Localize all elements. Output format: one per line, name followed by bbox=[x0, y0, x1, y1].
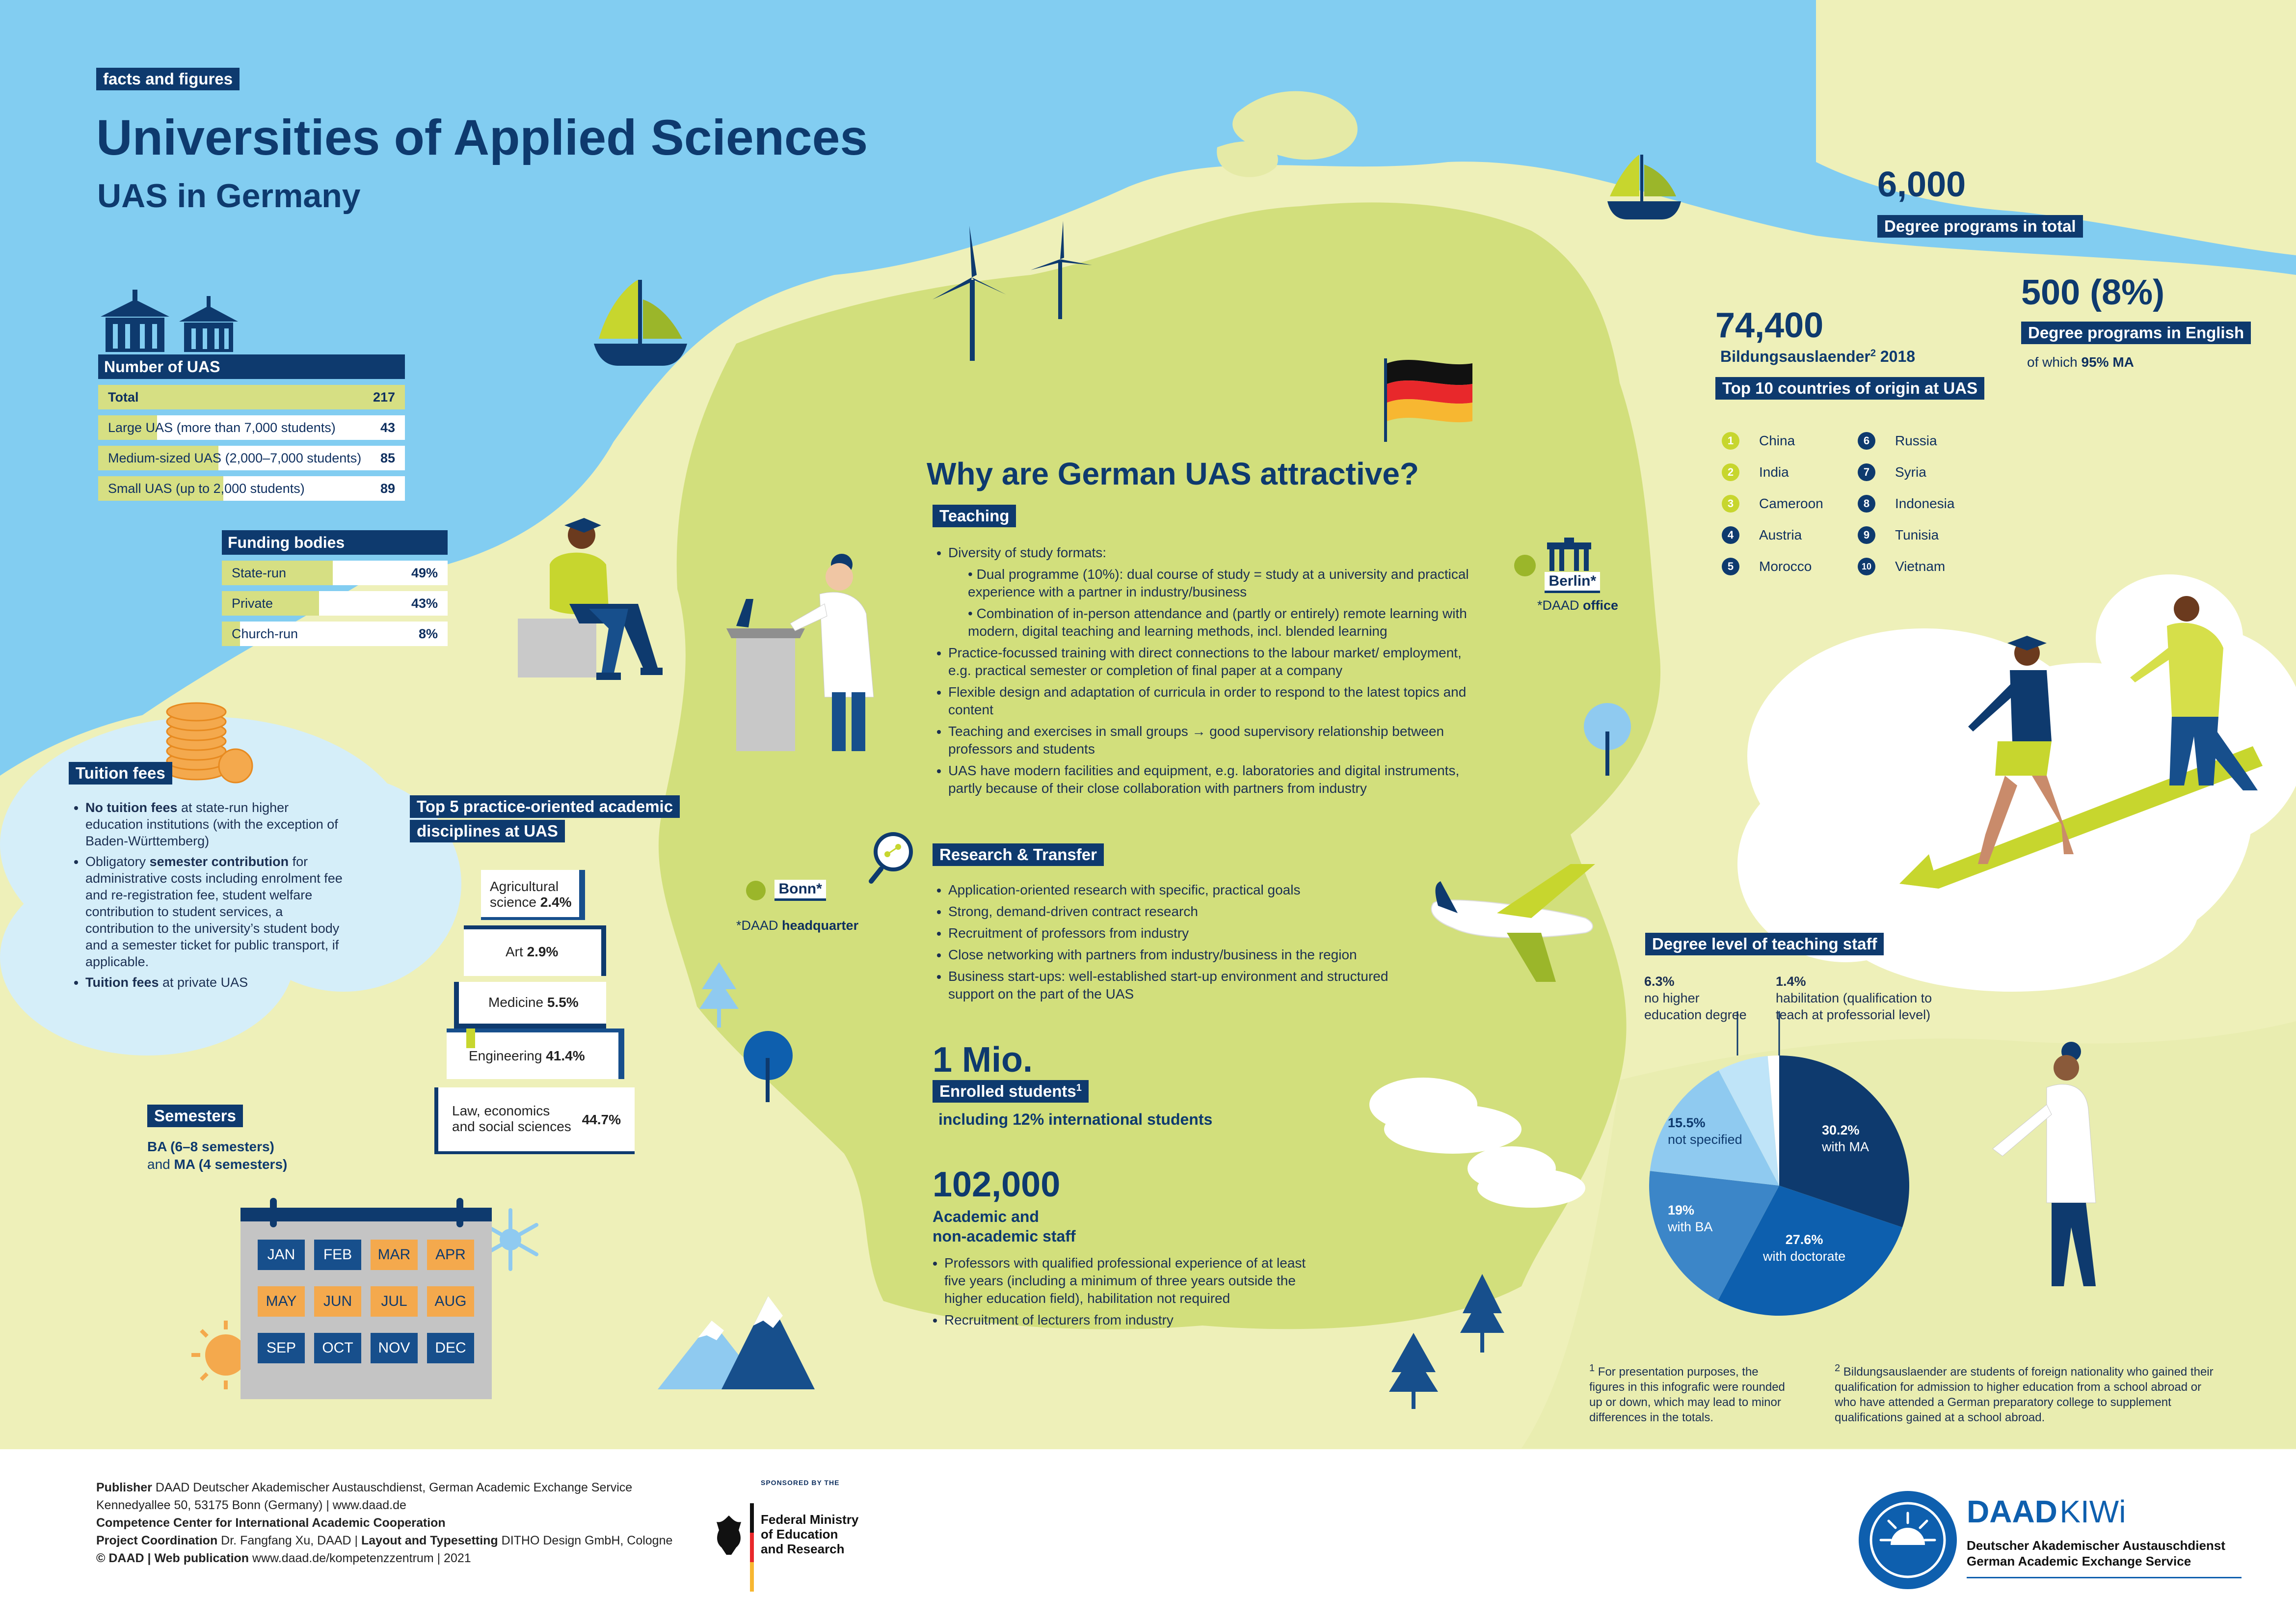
daad-sun-icon bbox=[1856, 1489, 1959, 1592]
research-item: • Close networking with partners from industry/business in the region bbox=[948, 946, 1417, 964]
teaching-item: • UAS have modern facilities and equipment, e.g. laboratories and digital instruments, partly because of their close collaboration with partners from industry bbox=[948, 762, 1481, 797]
research-list bbox=[936, 881, 1417, 1007]
research-item: • Recruitment of professors from industry bbox=[948, 924, 1417, 942]
university-building-icon bbox=[96, 287, 248, 356]
country-item: 3 Cameroon bbox=[1722, 495, 1823, 526]
tuition-item: • No tuition fees at state-run higher education institutions (with the exception of Baden-Württemberg) bbox=[85, 799, 348, 849]
funding-row-value: 8% bbox=[418, 626, 438, 641]
month-cell: OCT bbox=[314, 1333, 361, 1363]
country-item: 2 India bbox=[1722, 463, 1823, 495]
staff-item: • Professors with qualified professional experience of at least five years (including a minimum of three years outside the higher education field), habilitation not required bbox=[944, 1254, 1325, 1307]
uas-row-value: 43 bbox=[380, 420, 395, 435]
page-subtitle: UAS in Germany bbox=[97, 177, 361, 215]
countries-col1 bbox=[1722, 432, 1823, 589]
country-item: 9 Tunisia bbox=[1858, 526, 1954, 558]
programs-english-value: 500 (8%) bbox=[2021, 273, 2165, 312]
uas-row-label: Large UAS (more than 7,000 students) bbox=[108, 420, 336, 435]
funding-table bbox=[222, 530, 448, 641]
uas-row-value: 89 bbox=[380, 481, 395, 496]
bonn-note: *DAAD headquarter bbox=[736, 918, 859, 933]
bonn-label: Bonn* bbox=[774, 880, 826, 901]
wind-turbine-icon bbox=[923, 216, 1099, 363]
why-title: Why are German UAS attractive? bbox=[927, 456, 1419, 491]
berlin-label: Berlin* bbox=[1545, 572, 1600, 593]
country-item: 4 Austria bbox=[1722, 526, 1823, 558]
funding-row-label: State-run bbox=[232, 566, 287, 580]
staff-list bbox=[933, 1254, 1325, 1333]
chart-title-wrap bbox=[1645, 933, 1884, 955]
month-cell: DEC bbox=[427, 1333, 474, 1363]
bonn-marker bbox=[746, 880, 826, 901]
uas-table-title: Number of UAS bbox=[98, 354, 405, 379]
magnifier-icon bbox=[869, 830, 923, 884]
month-cell: JUL bbox=[371, 1286, 418, 1317]
sailboat-icon bbox=[589, 275, 692, 368]
tree-icon bbox=[1580, 702, 1634, 776]
research-item: • Application-oriented research with specific, practical goals bbox=[948, 881, 1417, 899]
research-item: • Strong, demand-driven contract research bbox=[948, 903, 1417, 920]
enrolled-label: Enrolled students$^1$ bbox=[933, 1080, 1089, 1103]
berlin-note: *DAAD office bbox=[1537, 598, 1619, 613]
tuition-item: • Tuition fees at private UAS bbox=[85, 974, 348, 991]
discipline-engineering: Engineering 41.4% bbox=[447, 1029, 624, 1079]
footer: Publisher DAAD Deutscher Akademischer Austauschdienst, German Academic Exchange Service Kennedyallee 50, 53175 Bonn (Germany) | www.daad.de Competence Center for International Academic Cooperation Project Coordination Dr. Fangfang Xu, DAAD | Layout and Typesetting DITHO Design GmbH, Cologne © DAAD | Web publication www.daad.de/kompetenzzentrum | 2021 SPONSORED BY THE Federal Ministry of Education and Research DAAD KIWi Deutscher Akademischer Austauschdienst German Academic Exchange Service bbox=[0, 1449, 2296, 1624]
uas-row-medium bbox=[98, 446, 405, 470]
uas-row-label: Small UAS (up to 2,000 students) bbox=[108, 481, 305, 496]
teaching-list bbox=[936, 544, 1481, 801]
degree-level-pie-chart bbox=[1642, 1048, 1917, 1323]
countries-col2 bbox=[1858, 432, 1954, 589]
berlin-marker bbox=[1514, 538, 1600, 593]
pie-label-doctorate: 27.6% with doctorate bbox=[1763, 1232, 1846, 1264]
pie-label-ma: 30.2% with MA bbox=[1822, 1123, 1869, 1154]
tuition-list bbox=[74, 799, 348, 995]
teaching-item: • Practice-focussed training with direct connections to the labour market/ employment, e.g. practical semester or completion of final paper at a company bbox=[948, 644, 1481, 679]
tree-icon bbox=[697, 960, 741, 1029]
kiwi-wordmark: KIWi bbox=[2059, 1494, 2126, 1529]
location-dot-icon bbox=[746, 881, 766, 900]
sponsored-label: SPONSORED BY THE bbox=[761, 1479, 840, 1487]
pie-label-habilitation: 1.4% habilitation (qualification to teach at professorial level) bbox=[1776, 974, 1932, 1022]
enrolled-note: including 12% international students bbox=[938, 1110, 1213, 1128]
research-title: Research & Transfer bbox=[933, 843, 1104, 866]
country-item: 8 Indonesia bbox=[1858, 495, 1954, 526]
month-cell: JUN bbox=[314, 1286, 361, 1317]
country-item: 1 China bbox=[1722, 432, 1823, 463]
teaching-item: • Teaching and exercises in small groups → good supervisory relationship between professors and students bbox=[948, 723, 1481, 758]
pine-trees-icon bbox=[1384, 1274, 1522, 1411]
footnote-1: $^1$ For presentation purposes, the figures in this infografic were rounded up or down, which may lead to minor differences in the totals. bbox=[1589, 1363, 1785, 1424]
uas-table bbox=[98, 354, 405, 496]
semesters-title: Semesters bbox=[147, 1105, 243, 1127]
students-label: Bildungsauslaender$^2$ 2018 bbox=[1720, 348, 1916, 365]
chart-title: Degree level of teaching staff bbox=[1645, 933, 1884, 955]
funding-row-label: Private bbox=[232, 596, 273, 611]
teaching-title-wrap bbox=[933, 505, 1016, 527]
lecturer-illustration bbox=[726, 550, 893, 756]
funding-row-label: Church-run bbox=[232, 626, 298, 641]
brandenburg-gate-icon bbox=[1545, 538, 1594, 572]
disciplines-title bbox=[410, 795, 680, 842]
sailboat-icon bbox=[1605, 150, 1683, 223]
programs-total-value: 6,000 bbox=[1877, 165, 1966, 204]
funding-row-state bbox=[222, 561, 448, 585]
month-cell: MAY bbox=[258, 1286, 305, 1317]
pie-label-ba: 19% with BA bbox=[1668, 1203, 1713, 1234]
uas-row-label: Medium-sized UAS (2,000–7,000 students) bbox=[108, 451, 362, 465]
country-item: 10 Vietnam bbox=[1858, 558, 1954, 589]
tree-icon bbox=[741, 1029, 795, 1102]
uas-row-large bbox=[98, 415, 405, 440]
staff-value: 102,000 bbox=[933, 1165, 1061, 1204]
month-cell: MAR bbox=[371, 1240, 418, 1270]
month-cell: SEP bbox=[258, 1333, 305, 1363]
research-title-wrap bbox=[933, 843, 1104, 866]
uas-row-value: 85 bbox=[380, 451, 395, 465]
programs-english-note: of which 95% MA bbox=[2027, 354, 2134, 370]
page-title: Universities of Applied Sciences bbox=[96, 109, 868, 165]
research-item: • Business start-ups: well-established start-up environment and structured support on the part of the UAS bbox=[948, 968, 1417, 1003]
country-item: 5 Morocco bbox=[1722, 558, 1823, 589]
month-cell: JAN bbox=[258, 1240, 305, 1270]
header-tag bbox=[96, 68, 240, 90]
teaching-subitem: • Dual programme (10%): dual course of study = study at a university and practical experience with a partner in industry/business bbox=[968, 567, 1469, 599]
disciplines-title-line1: Top 5 practice-oriented academic bbox=[410, 795, 680, 818]
month-cell: APR bbox=[427, 1240, 474, 1270]
footnote-2: $^2$ Bildungsauslaender are students of foreign nationality who gained their qualification for admission to higher education from a school abroad or who have attended a German preparatory college to supplement qualifications gained at a school abroad. bbox=[1835, 1363, 2214, 1424]
funding-row-church bbox=[222, 622, 448, 646]
staff-item: • Recruitment of lecturers from industry bbox=[944, 1311, 1325, 1329]
teaching-item: • Flexible design and adaptation of curricula in order to respond to the latest topics and content bbox=[948, 683, 1481, 719]
funding-row-value: 43% bbox=[411, 596, 438, 611]
daad-logo: DAAD KIWi Deutscher Akademischer Austauschdienst German Academic Exchange Service bbox=[1856, 1489, 1959, 1594]
pie-label-nohigher: 6.3% no higher education degree bbox=[1644, 974, 1747, 1022]
location-dot-icon bbox=[1514, 555, 1536, 576]
mountains-icon bbox=[658, 1286, 820, 1394]
discipline-art: Art 2.9% bbox=[464, 925, 606, 976]
programs-total-label: Degree programs in total bbox=[1877, 215, 2083, 238]
calendar bbox=[240, 1208, 492, 1399]
staff-label: Academic and non-academic staff bbox=[933, 1208, 1076, 1245]
disciplines-title-line2: disciplines at UAS bbox=[410, 820, 565, 842]
german-flag-icon bbox=[1374, 353, 1482, 442]
uas-row-small bbox=[98, 476, 405, 501]
student-sitting-illustration bbox=[515, 506, 682, 682]
coins-icon bbox=[157, 692, 265, 785]
tuition-title-wrap bbox=[69, 762, 172, 785]
semesters-text: BA (6–8 semesters) and MA (4 semesters) bbox=[147, 1139, 288, 1172]
header-tag-label: facts and figures bbox=[96, 68, 240, 90]
uas-row-value: 217 bbox=[373, 390, 395, 405]
country-item: 7 Syria bbox=[1858, 463, 1954, 495]
students-value: 74,400 bbox=[1715, 306, 1824, 345]
funding-row-value: 49% bbox=[411, 566, 438, 580]
walking-students-illustration bbox=[1899, 579, 2282, 903]
discipline-law: Law, economics and social sciences 44.7% bbox=[434, 1087, 635, 1154]
pie-label-not-specified: 15.5% not specified bbox=[1668, 1115, 1742, 1147]
enrolled-value: 1 Mio. bbox=[933, 1040, 1033, 1080]
teaching-item: • Diversity of study formats: bbox=[948, 544, 1481, 562]
month-cell: AUG bbox=[427, 1286, 474, 1317]
tuition-item: • Obligatory semester contribution for administrative costs including enrolment fee and re-registration fee, student welfare contribution to student services, a contribution to the university’s student body and a semester ticket for public transport, if applicable. bbox=[85, 853, 348, 970]
top-countries-title: Top 10 countries of origin at UAS bbox=[1715, 377, 1984, 400]
funding-title: Funding bodies bbox=[222, 530, 448, 555]
funding-row-private bbox=[222, 591, 448, 616]
month-cell: FEB bbox=[314, 1240, 361, 1270]
uas-row-total bbox=[98, 385, 405, 409]
daad-wordmark: DAAD bbox=[1967, 1494, 2057, 1529]
airplane-icon bbox=[1423, 859, 1610, 987]
country-item: 6 Russia bbox=[1858, 432, 1954, 463]
teaching-subitem: • Combination of in-person attendance and (partly or entirely) remote learning with modern, digital teaching and learning methods, incl. blended learning bbox=[968, 606, 1467, 639]
month-cell: NOV bbox=[371, 1333, 418, 1363]
uas-row-label: Total bbox=[108, 390, 139, 405]
discipline-medicine: Medicine 5.5% bbox=[454, 982, 606, 1029]
tuition-title: Tuition fees bbox=[69, 762, 172, 785]
footer-imprint: Publisher DAAD Deutscher Akademischer Austauschdienst, German Academic Exchange Service Kennedyallee 50, 53175 Bonn (Germany) | www.daad.de Competence Center for International Academic Cooperation Project Coordination Dr. Fangfang Xu, DAAD | Layout and Typesetting DITHO Design GmbH, Cologne © DAAD | Web publication www.daad.de/kompetenzzentrum | 2021 bbox=[96, 1481, 673, 1565]
eagle-icon bbox=[712, 1513, 746, 1557]
discipline-agri: Agricultural science 2.4% bbox=[481, 870, 585, 920]
teaching-title: Teaching bbox=[933, 505, 1016, 527]
programs-english-label: Degree programs in English bbox=[2021, 322, 2251, 344]
semesters-title-wrap bbox=[147, 1105, 243, 1127]
teacher-walking-illustration bbox=[1973, 1041, 2130, 1291]
